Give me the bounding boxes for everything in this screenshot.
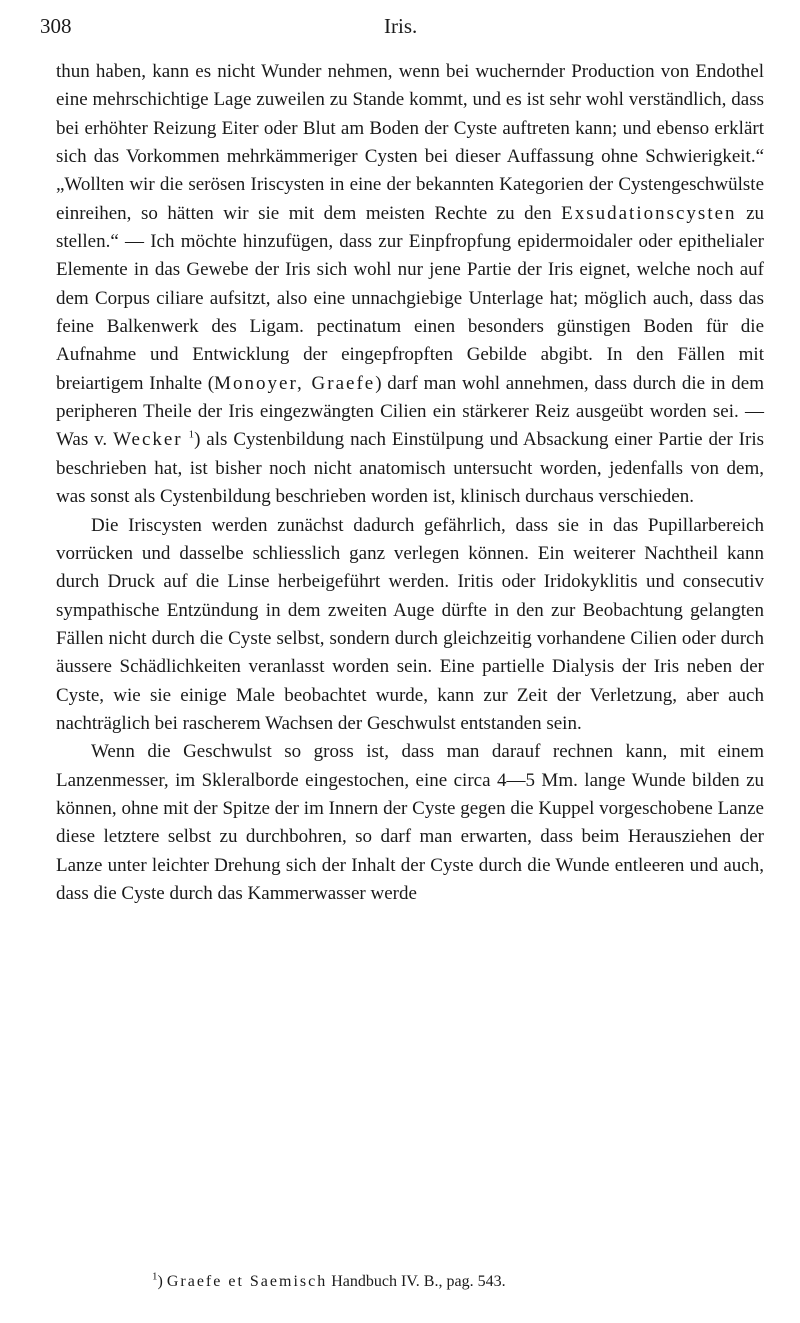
emphasized-term: Exsudationscysten [561,202,737,224]
paragraph-1 [56,58,764,512]
cited-authors: Monoyer, Graefe [214,372,376,394]
paragraph-3: Wenn die Geschwulst so gross ist, dass man darauf rechnen kann, mit einem Lanzenmesser, im Skleralborde eingestochen, eine circa 4—5 Mm. lange Wunde bilden zu können, ohne mit der Spitze der im Innern der Cyste gegen die Kuppel vorgeschobene Lanze diese letztere selbst zu durchbohren, so darf man erwarten, dass beim Herausziehen der Lanze unter leichter Drehung sich der Inhalt der Cyste durch die Wunde entleeren und auch, dass die Cyste durch das Kammerwasser werde [56,741,764,904]
footnote-authors: Graefe et Saemisch [166,1273,328,1290]
paragraph-1-text-c: zu stellen.“ — Ich möchte hinzufügen, dass zur Einpfropfung epidermoidaler oder epithelialer Elemente in das Gewebe der Iris sich wohl nur jene Partie der Iris eignet, welche noch auf dem Corpus ciliare aufsitzt, also eine unnachgiebige Unterlage hat; möglich auch, dass das feine Balkenwerk des Ligam. pectinatum einen besonders günstigen Boden für die Aufnahme und Entwicklung der eingepfropften Gebilde abgibt. In den Fällen mit breiartigem Inhalte ( [56,202,764,394]
body-text [56,58,764,908]
paragraph-1-text-h: ) als Cystenbildung nach Einstülpung und Absackung einer Partie der Iris beschrieben hat, ist bisher noch nicht anatomisch untersucht worden, jedenfalls von dem, was sonst als Cystenbildung beschrieben worden ist, klinisch durchaus verschieden. [56,429,764,508]
footnote-marker: 1 [152,1270,158,1283]
page-number: 308 [40,14,72,38]
paragraph-1-text-e: ) darf man wohl annehmen, dass durch die in dem peripheren Theile der Iris eingezwängten Cilien ein stärkerer Reiz ausgeübt worden sei. — Was v. [56,372,764,451]
running-title: Iris. [384,14,418,38]
cited-author-wecker: Wecker [113,429,183,451]
footnote-reference: 1 [188,429,195,442]
footnote: $^1$) Graefe et Saemisch Handbuch IV. B., pag. 543. [152,1270,506,1290]
paragraph-2: Die Iriscysten werden zunächst dadurch gefährlich, dass sie in das Pupillarbereich vorrücken und dasselbe schliesslich ganz verlegen können. Ein weiterer Nachtheil kann durch Druck auf die Linse herbeigeführt werden. Iritis oder Iridokyklitis und consecutiv sympathische Entzündung in dem zweiten Auge dürfte in den zur Beobachtung gelangten Fällen nicht durch die Cyste selbst, sondern durch gleichzeitig vorhandene Cilien oder durch äussere Schädlichkeiten veranlasst worden sein. Eine partielle Dialysis der Iris neben der Cyste, wie sie einige Male beobachtet wurde, kann zur Zeit der Verletzung, aber auch nachträglich bei rascherem Wachsen der Geschwulst entstanden sein. [56,514,764,734]
paragraph-1-text-a: thun haben, kann es nicht Wunder nehmen, wenn bei wuchernder Production von Endothel eine mehrschichtige Lage zuweilen zu Stande kommt, und es ist sehr wohl verständlich, dass bei erhöhter Reizung Eiter oder Blut am Boden der Cyste auftreten kann; und ebenso erklärt sich das Vorkommen mehrkämmeriger Cysten bei dieser Auffassung ohne Schwierigkeit.“ „Wollten wir die serösen Iriscysten in eine der bekannten Kategorien der Cystengeschwülste einreihen, so hätten wir sie mit dem meisten Rechte zu den [56,61,764,224]
footnote-text: Handbuch IV. B., pag. 543. [331,1273,506,1290]
page-header [40,14,756,42]
